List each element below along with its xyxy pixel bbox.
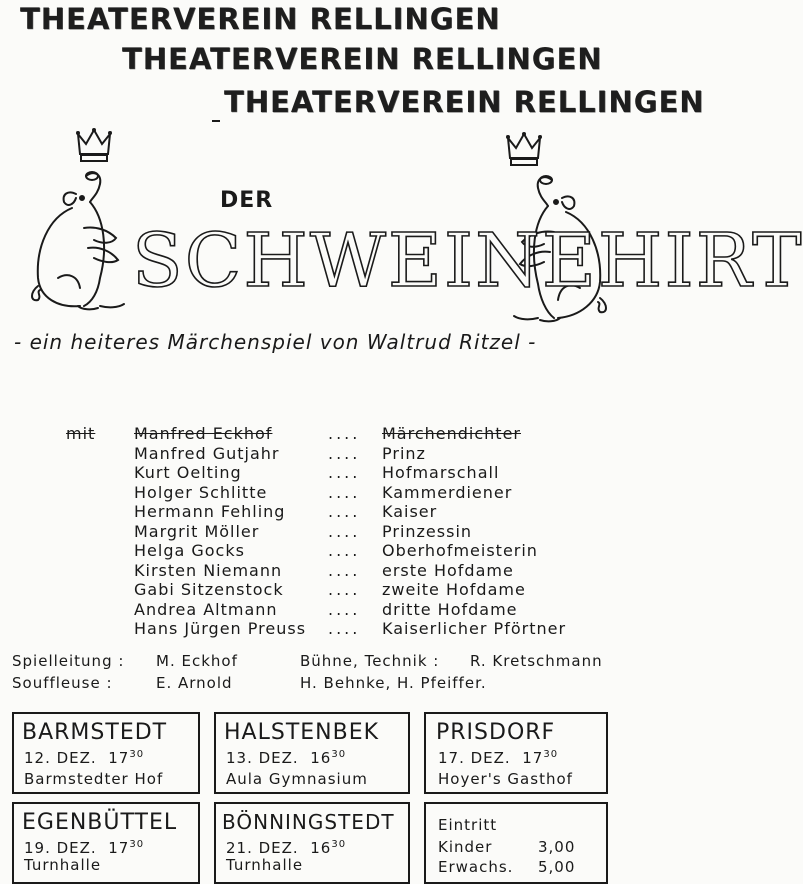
- cast-role: Märchendichter: [382, 424, 521, 443]
- cast-name: Margrit Möller: [134, 521, 260, 541]
- cast-role: dritte Hofdame: [382, 599, 518, 619]
- admission-price: 5,00: [538, 858, 576, 876]
- pig-icon: [28, 168, 138, 318]
- venue-minute: 30: [129, 749, 145, 760]
- venue-datetime: [226, 750, 346, 766]
- venue-hour: 16: [310, 839, 332, 857]
- cast-name: Andrea Altmann: [134, 599, 278, 619]
- venue-box-egenbuettel: [12, 802, 200, 884]
- header-line-2: THEATERVEREIN RELLINGEN: [122, 42, 603, 76]
- venue-datetime: [24, 750, 144, 766]
- cast-row: [134, 541, 604, 561]
- venue-date: 12. DEZ.: [24, 749, 97, 767]
- cast-role: erste Hofdame: [382, 560, 514, 580]
- cast-role: Prinzessin: [382, 521, 473, 541]
- cast-role: Kaiserlicher Pförtner: [382, 619, 567, 638]
- cast-name: Kirsten Niemann: [134, 560, 283, 580]
- venue-hour: 17: [522, 749, 544, 767]
- cast-row: [134, 502, 604, 522]
- admission-who: Kinder: [438, 838, 493, 856]
- cast-dots: ....: [328, 619, 361, 638]
- cast-dots: ....: [328, 580, 361, 599]
- cast-row: [134, 483, 604, 503]
- crown-icon: [76, 128, 112, 166]
- venue-hour: 16: [310, 749, 332, 767]
- venue-box-boenningstedt: [214, 802, 410, 884]
- cast-row: [134, 619, 604, 639]
- page-title: SCHWEINEHIRT: [132, 218, 803, 304]
- cast-name: Gabi Sitzenstock: [134, 580, 284, 599]
- venue-place: Barmstedter Hof: [24, 770, 164, 788]
- venue-date: 13. DEZ.: [226, 749, 299, 767]
- cast-name: Manfred Gutjahr: [134, 443, 280, 463]
- cast-dots: ....: [328, 599, 361, 619]
- crown-icon: [506, 132, 542, 170]
- cast-dots: ....: [328, 521, 361, 541]
- cast-dots: ....: [328, 443, 361, 463]
- cast-role: Kaiser: [382, 502, 438, 521]
- venue-minute: 30: [543, 749, 559, 760]
- admission-label: Eintritt: [438, 816, 498, 834]
- venue-minute: 30: [331, 749, 347, 760]
- cast-name: Helga Gocks: [134, 541, 245, 560]
- venue-place: Turnhalle: [24, 856, 102, 874]
- cast-role: Prinz: [382, 443, 426, 463]
- cast-dots: ....: [328, 463, 361, 482]
- venue-datetime: [24, 840, 144, 856]
- venue-town: EGENBÜTTEL: [22, 810, 178, 835]
- cast-name: Kurt Oelting: [134, 463, 242, 482]
- subtitle: - ein heiteres Märchenspiel von Waltrud Ritzel -: [14, 330, 537, 354]
- cast-intro: mit: [66, 424, 96, 443]
- cast-role: Oberhofmeisterin: [382, 541, 538, 560]
- cast-dots: ....: [328, 482, 361, 502]
- cast-dots: ....: [328, 560, 361, 580]
- spielleitung-value: M. Eckhof: [156, 652, 238, 670]
- cast-name: Hermann Fehling: [134, 502, 286, 521]
- cast-name: Manfred Eckhof: [134, 424, 273, 443]
- admission-box: [424, 802, 608, 884]
- cast-name: Holger Schlitte: [134, 482, 268, 502]
- admission-price: 3,00: [538, 838, 576, 856]
- cast-row: [134, 580, 604, 600]
- venue-place: Aula Gymnasium: [226, 770, 368, 788]
- cast-list: [134, 424, 604, 639]
- cast-role: zweite Hofdame: [382, 580, 526, 599]
- venue-date: 17. DEZ.: [438, 749, 511, 767]
- venue-town: BARMSTEDT: [22, 720, 168, 745]
- venue-date: 19. DEZ.: [24, 839, 97, 857]
- venue-box-barmstedt: [12, 712, 200, 794]
- venue-minute: 30: [331, 839, 347, 850]
- cast-row: [134, 444, 604, 464]
- cast-role: Hofmarschall: [382, 463, 500, 482]
- spielleitung-label: Spielleitung :: [12, 652, 125, 670]
- souffleuse-label: Souffleuse :: [12, 674, 113, 692]
- venue-town: PRISDORF: [436, 720, 556, 745]
- buehne-value-1: R. Kretschmann: [470, 652, 603, 670]
- souffleuse-value: E. Arnold: [156, 674, 233, 692]
- venue-datetime: [226, 840, 346, 856]
- venue-town: HALSTENBEK: [224, 720, 380, 745]
- venue-place: Turnhalle: [226, 856, 304, 874]
- cast-row: [134, 561, 604, 581]
- venue-place: Hoyer's Gasthof: [438, 770, 573, 788]
- admission-who: Erwachs.: [438, 858, 514, 876]
- title-der: DER: [220, 188, 274, 213]
- venue-date: 21. DEZ.: [226, 839, 299, 857]
- venue-datetime: [438, 750, 558, 766]
- cast-dots: ....: [328, 424, 361, 443]
- cast-row: [134, 463, 604, 483]
- venue-hour: 17: [108, 749, 130, 767]
- cast-dots: ....: [328, 502, 361, 521]
- cast-row: [134, 522, 604, 542]
- venue-hour: 17: [108, 839, 130, 857]
- cast-role: Kammerdiener: [382, 482, 513, 502]
- cast-name: Hans Jürgen Preuss: [134, 619, 307, 638]
- venue-box-prisdorf: [424, 712, 608, 794]
- venue-box-halstenbek: [214, 712, 410, 794]
- cast-row: [134, 600, 604, 620]
- header-line-3: THEATERVEREIN RELLINGEN: [224, 85, 705, 119]
- venue-town: BÖNNINGSTEDT: [222, 810, 395, 834]
- cast-row: [134, 424, 604, 444]
- venue-minute: 30: [129, 839, 145, 850]
- header-line-1: THEATERVEREIN RELLINGEN: [20, 2, 501, 36]
- buehne-label: Bühne, Technik :: [300, 652, 440, 670]
- underline-mark: [212, 120, 220, 122]
- cast-dots: ....: [328, 541, 361, 560]
- buehne-value-2: H. Behnke, H. Pfeiffer.: [300, 674, 487, 692]
